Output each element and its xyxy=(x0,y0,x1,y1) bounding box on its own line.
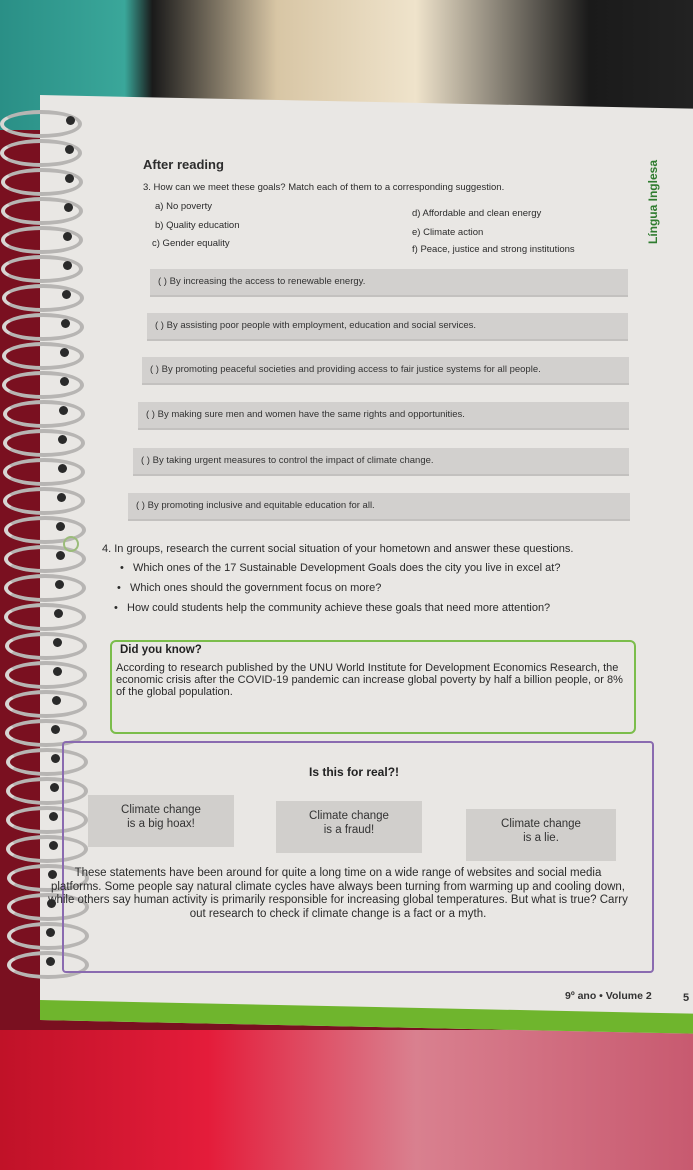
option-f: f) Peace, justice and strong institutions xyxy=(412,244,575,255)
spiral-hole xyxy=(60,377,69,386)
spiral-ring xyxy=(2,313,84,341)
spiral-hole xyxy=(53,667,62,676)
section-title: After reading xyxy=(143,157,224,172)
option-e: e) Climate action xyxy=(412,227,484,238)
match-item[interactable] xyxy=(150,269,628,297)
did-you-know-title: Did you know? xyxy=(120,644,202,656)
statement-line1: Climate change xyxy=(309,810,389,822)
statement-line2: is a big hoax! xyxy=(127,818,195,830)
spiral-hole xyxy=(59,406,68,415)
statement-card xyxy=(276,801,422,853)
magnifier-icon xyxy=(63,536,79,552)
spiral-ring xyxy=(1,226,83,254)
spiral-hole xyxy=(64,203,73,212)
spiral-hole xyxy=(52,696,61,705)
spiral-hole xyxy=(66,116,75,125)
spiral-hole xyxy=(55,580,64,589)
spiral-hole xyxy=(46,957,55,966)
statement-card xyxy=(466,809,616,861)
spiral-ring xyxy=(1,255,83,283)
spiral-hole xyxy=(51,754,60,763)
match-item-text: ( ) By promoting peaceful societies and providing access to fair justice systems for all people. xyxy=(150,364,541,375)
did-you-know-text: According to research published by the UNU World Institute for Development Economics Research, the economic crisis after the COVID-19 pandemic can increase global poverty by half a billion people, or 8% of the global population. xyxy=(116,662,623,698)
match-item-text: ( ) By promoting inclusive and equitable education for all. xyxy=(136,500,375,511)
spiral-ring xyxy=(5,690,87,718)
spiral-ring xyxy=(3,487,85,515)
spiral-hole xyxy=(58,464,67,473)
option-b: b) Quality education xyxy=(155,220,240,231)
spiral-hole xyxy=(63,261,72,270)
did-you-know-box xyxy=(110,640,636,734)
question3-prompt: 3. How can we meet these goals? Match each of them to a corresponding suggestion. xyxy=(143,182,505,193)
statement-line1: Climate change xyxy=(501,818,581,830)
match-item-text: ( ) By making sure men and women have the same rights and opportunities. xyxy=(146,409,465,420)
match-item-text: ( ) By increasing the access to renewable energy. xyxy=(158,276,366,287)
question4-prompt: 4. In groups, research the current social situation of your hometown and answer these questions. xyxy=(102,543,574,555)
page-green-band xyxy=(40,1000,693,1034)
question4-bullet-text: How could students help the community achieve these goals that need more attention? xyxy=(127,602,551,614)
spiral-ring xyxy=(2,342,84,370)
spiral-hole xyxy=(65,174,74,183)
footer-volume: 9º ano • Volume 2 xyxy=(565,990,652,1002)
page-number: 5 xyxy=(683,992,690,1004)
question4-bullet: • How could students help the community achieve these goals that need more attention? xyxy=(114,602,551,614)
spiral-hole xyxy=(62,290,71,299)
is-this-real-text: These statements have been around for quite a long time on a wide range of websites and social media platforms. Some people say natural climate cycles have always been turning from warming up and cooling down, while others say human activity is primarily responsible for increasing global temperatures. But what is true? Carry out research to check if climate change is a fact or a myth. xyxy=(48,867,628,920)
spiral-ring xyxy=(4,603,86,631)
background-bottom xyxy=(0,1030,693,1170)
is-this-real-title: Is this for real?! xyxy=(309,765,400,779)
option-a: a) No poverty xyxy=(155,201,213,212)
match-item-text: ( ) By assisting poor people with employment, education and social services. xyxy=(155,320,477,331)
match-item[interactable] xyxy=(133,448,629,476)
is-this-real-box xyxy=(48,741,654,973)
spiral-ring xyxy=(3,429,85,457)
spiral-ring xyxy=(5,661,87,689)
option-d: d) Affordable and clean energy xyxy=(412,208,542,219)
question4-bullet: • Which ones should the government focus on more? xyxy=(117,582,382,594)
statement-line1: Climate change xyxy=(121,804,201,816)
spiral-hole xyxy=(57,493,66,502)
match-item[interactable] xyxy=(142,357,629,385)
option-c: c) Gender equality xyxy=(152,238,230,249)
spiral-hole xyxy=(56,551,65,560)
spiral-hole xyxy=(50,783,59,792)
question4-bullet-text: Which ones of the 17 Sustainable Development Goals does the city you live in excel at? xyxy=(133,562,561,574)
spiral-ring xyxy=(2,371,84,399)
match-item[interactable] xyxy=(147,313,628,341)
spiral-ring xyxy=(4,574,86,602)
statement-card xyxy=(88,795,234,847)
spiral-ring xyxy=(3,400,85,428)
spiral-ring xyxy=(2,284,84,312)
spiral-hole xyxy=(49,841,58,850)
match-item-text: ( ) By taking urgent measures to control the impact of climate change. xyxy=(141,455,434,466)
question4-bullet-text: Which ones should the government focus on more? xyxy=(130,582,382,594)
match-item[interactable] xyxy=(128,493,630,521)
spiral-ring xyxy=(5,632,87,660)
statement-line2: is a lie. xyxy=(523,832,559,844)
spiral-ring xyxy=(3,458,85,486)
match-item[interactable] xyxy=(138,402,629,430)
statement-line2: is a fraud! xyxy=(323,824,375,836)
question4-bullet: • Which ones of the 17 Sustainable Development Goals does the city you live in excel at? xyxy=(120,562,561,574)
side-label: Língua Inglesa xyxy=(646,160,660,245)
